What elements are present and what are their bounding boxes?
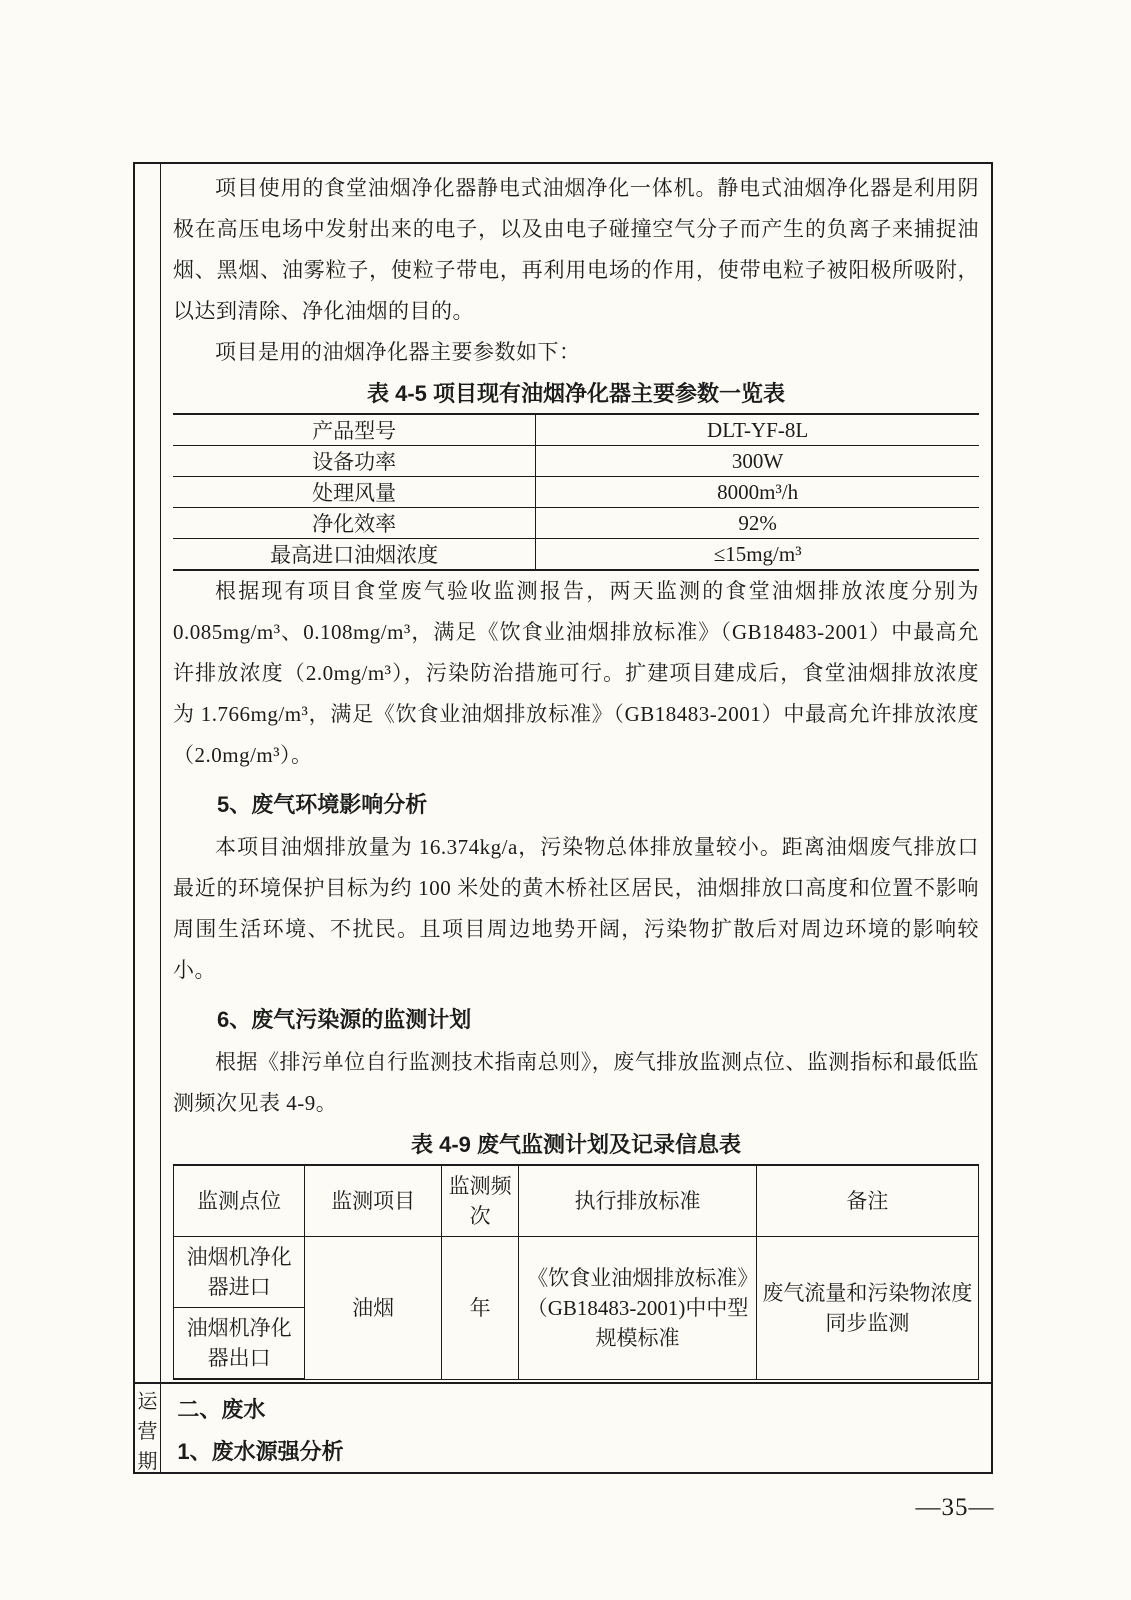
table-row bbox=[173, 508, 979, 539]
param-label: 设备功率 bbox=[173, 446, 536, 477]
table-4-9-monitoring-plan bbox=[173, 1164, 979, 1380]
col-header-point: 监测点位 bbox=[174, 1165, 305, 1237]
wastewater-content-cell bbox=[161, 1384, 991, 1472]
param-label: 处理风量 bbox=[173, 477, 536, 508]
side-column-empty bbox=[135, 164, 161, 1382]
param-value: 300W bbox=[536, 446, 979, 477]
report-outer-table bbox=[133, 162, 993, 1474]
heading-6-monitoring-plan: 6、废气污染源的监测计划 bbox=[217, 1007, 472, 1032]
heading-section2-wastewater: 二、废水 bbox=[177, 1397, 266, 1422]
table-row bbox=[173, 414, 979, 446]
monitor-note: 废气流量和污染物浓度同步监测 bbox=[756, 1237, 978, 1380]
paragraph-monitoring-report: 根据现有项目食堂废气验收监测报告，两天监测的食堂油烟排放浓度分别为 0.085mg/m³、0.108mg/m³，满足《饮食业油烟排放标准》（GB18483-2001）中最高允许排放浓度（2.0mg/m³），污染防治措施可行。扩建项目建成后，食堂油烟排放浓度为 1.766mg/m³，满足《饮食业油烟排放标准》（GB18483-2001）中最高允许排放浓度（2.0mg/m³）。 bbox=[173, 579, 979, 767]
col-header-standard: 执行排放标准 bbox=[519, 1165, 756, 1237]
table-4-9-title: 表 4-9 废气监测计划及记录信息表 bbox=[410, 1132, 742, 1157]
waste-gas-section-row bbox=[135, 164, 991, 1382]
table-row bbox=[173, 477, 979, 508]
table-row bbox=[173, 446, 979, 477]
col-header-frequency: 监测频次 bbox=[442, 1165, 519, 1237]
col-header-item: 监测项目 bbox=[305, 1165, 442, 1237]
monitor-frequency: 年 bbox=[442, 1237, 519, 1380]
col-header-note: 备注 bbox=[756, 1165, 978, 1237]
table-4-5-purifier-params bbox=[173, 413, 979, 571]
wastewater-section-row bbox=[135, 1382, 991, 1472]
monitor-standard: 《饮食业油烟排放标准》（GB18483-2001)中中型规模标准 bbox=[519, 1237, 756, 1380]
param-value: DLT-YF-8L bbox=[536, 414, 979, 446]
param-label: 净化效率 bbox=[173, 508, 536, 539]
table-header-row bbox=[174, 1165, 979, 1237]
param-label: 最高进口油烟浓度 bbox=[173, 539, 536, 571]
page-number: —35— bbox=[915, 1494, 995, 1521]
side-label-char: 营 bbox=[137, 1421, 158, 1443]
side-label-char: 运 bbox=[137, 1391, 158, 1413]
table-row bbox=[174, 1237, 979, 1308]
main-content-cell bbox=[161, 164, 991, 1382]
paragraph-impact-analysis: 本项目油烟排放量为 16.374kg/a，污染物总体排放量较小。距离油烟废气排放口最近的环境保护目标为约 100 米处的黄木桥社区居民，油烟排放口高度和位置不影响周围生活环境、不扰民。且项目周边地势开阔，污染物扩散后对周边环境的影响较小。 bbox=[173, 835, 979, 982]
param-label: 产品型号 bbox=[173, 414, 536, 446]
monitor-point-inlet: 油烟机净化器进口 bbox=[174, 1237, 305, 1308]
monitor-point-outlet: 油烟机净化器出口 bbox=[174, 1308, 305, 1380]
paragraph-monitoring-plan: 根据《排污单位自行监测技术指南总则》，废气排放监测点位、监测指标和最低监测频次见表 4-9。 bbox=[173, 1050, 979, 1115]
heading-wastewater-source: 1、废水源强分析 bbox=[177, 1439, 344, 1464]
param-value: ≤15mg/m³ bbox=[536, 539, 979, 571]
table-4-5-title: 表 4-5 项目现有油烟净化器主要参数一览表 bbox=[366, 381, 786, 406]
paragraph-purifier-principle: 项目使用的食堂油烟净化器静电式油烟净化一体机。静电式油烟净化器是利用阴极在高压电场中发射出来的电子，以及由电子碰撞空气分子而产生的负离子来捕捉油烟、黑烟、油雾粒子，使粒子带电，再利用电场的作用，使带电粒子被阳极所吸附，以达到清除、净化油烟的目的。 bbox=[173, 176, 979, 323]
paragraph-params-intro: 项目是用的油烟净化器主要参数如下： bbox=[215, 340, 581, 364]
table-row bbox=[173, 539, 979, 571]
monitor-item: 油烟 bbox=[305, 1237, 442, 1380]
side-label-char: 期 bbox=[137, 1451, 158, 1472]
param-value: 92% bbox=[536, 508, 979, 539]
side-label-operation-period bbox=[135, 1384, 161, 1472]
heading-5-impact-analysis: 5、废气环境影响分析 bbox=[217, 792, 428, 817]
param-value: 8000m³/h bbox=[536, 477, 979, 508]
